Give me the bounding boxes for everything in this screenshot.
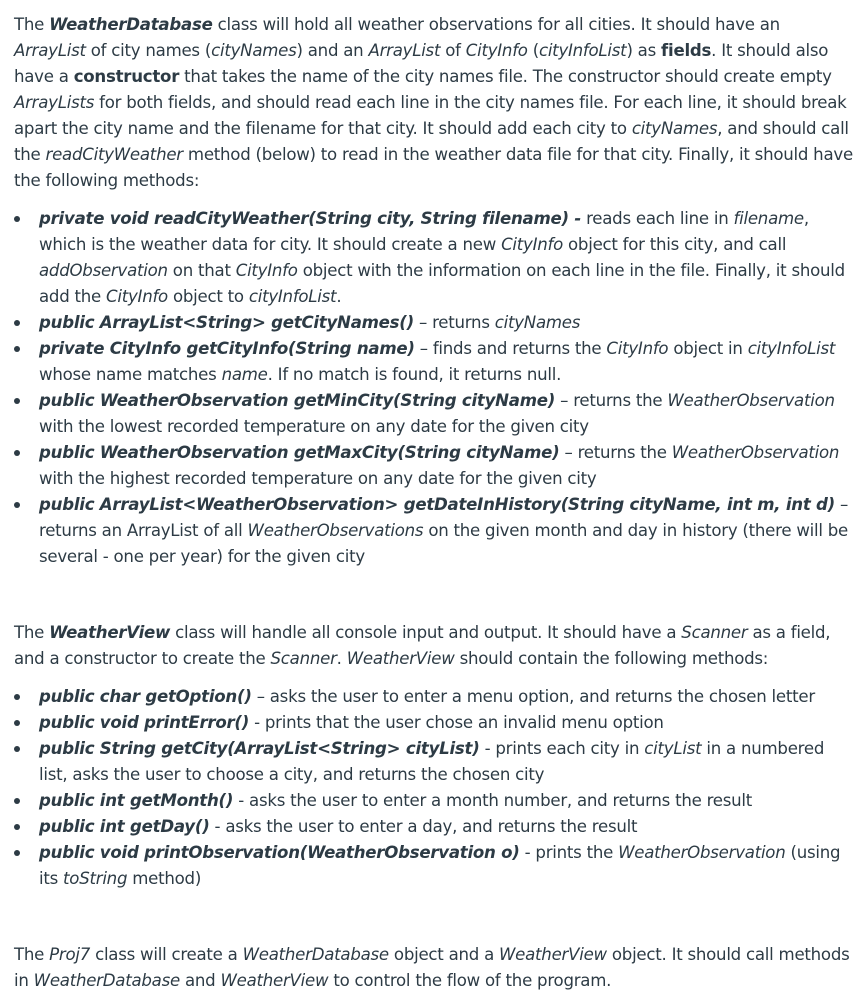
text-run: object with the information on each line in the file. Finally, it should add the — [39, 261, 845, 306]
emphasis-text: CityInfo — [106, 287, 168, 306]
text-run: object and a — [388, 945, 500, 964]
text-run: The — [14, 945, 50, 964]
text-run: - prints that the user chose an invalid menu option — [249, 713, 664, 732]
emphasis-text: cityNames — [211, 41, 297, 60]
text-run: - asks the user to enter a day, and returns the result — [209, 817, 638, 836]
text-run: . — [336, 287, 342, 306]
emphasis-text: Proj7 — [49, 945, 91, 964]
text-run: - prints the — [519, 843, 619, 862]
text-run: method) — [127, 869, 202, 888]
text-run: should contain the following methods: — [454, 649, 769, 668]
method-signature: public int getDay() — [39, 817, 210, 836]
weatherdatabase-method-list — [14, 206, 854, 570]
text-run: object. It should call methods in — [14, 945, 850, 990]
text-run: (using its — [39, 843, 841, 888]
text-run: ( — [527, 41, 539, 60]
text-run: of city names ( — [85, 41, 212, 60]
method-signature: public void printObservation(WeatherObservation o) — [39, 843, 520, 862]
emphasis-text: cityInfoList — [747, 339, 836, 358]
text-run: and — [179, 971, 221, 990]
text-run: object for this city, and call — [563, 235, 787, 254]
text-run: – returns — [413, 313, 495, 332]
method-signature: public char getOption() — [39, 687, 252, 706]
emphasis-text: WeatherObservation — [667, 391, 835, 410]
emphasis-text: addObservation — [39, 261, 168, 280]
method-list-item — [14, 310, 854, 336]
emphasis-text: cityNames — [494, 313, 581, 332]
emphasis-text: cityInfoList — [538, 41, 627, 60]
method-signature: public String getCity(ArrayList<String> cityList) — [39, 739, 480, 758]
text-run: of — [440, 41, 466, 60]
emphasis-text: WeatherObservations — [247, 521, 424, 540]
method-list-item — [14, 710, 854, 736]
method-list-item — [14, 840, 854, 892]
text-run: reads each line in — [581, 209, 734, 228]
text-run: . — [336, 649, 347, 668]
method-signature: public WeatherObservation getMaxCity(String cityName) — [39, 443, 560, 462]
emphasis-text: WeatherDatabase — [242, 945, 389, 964]
text-run: with the lowest recorded temperature on any date for the given city — [39, 417, 589, 436]
text-run: whose name matches — [39, 365, 222, 384]
emphasis-text: WeatherObservation — [618, 843, 786, 862]
text-run: – asks the user to enter a menu option, and returns the chosen letter — [251, 687, 815, 706]
emphasis-text: ArrayList — [368, 41, 441, 60]
method-list-item — [14, 336, 854, 388]
text-run: as a field, and a constructor to create the — [14, 623, 831, 668]
method-signature: public int getMonth() — [39, 791, 234, 810]
emphasis-text: WeatherView — [346, 649, 455, 668]
text-run: . If no match is found, it returns null. — [267, 365, 562, 384]
text-run: for both fields, and should read each line in the city names file. For each line, it should break apart the city name and the filename for that city. It should add each city to — [14, 93, 847, 138]
text-run: method (below) to read in the weather data file for that city. Finally, it should have the following methods: — [14, 145, 853, 190]
text-run: - prints each city in — [479, 739, 645, 758]
emphasis-text: Scanner — [681, 623, 748, 642]
emphasis-text: WeatherView — [499, 945, 607, 964]
method-list-item — [14, 684, 854, 710]
method-signature: private void readCityWeather(String city, String filename) - — [39, 209, 582, 228]
emphasis-text: Scanner — [270, 649, 337, 668]
text-run: . It should also have a — [14, 41, 829, 86]
text-run: – finds and returns the — [414, 339, 607, 358]
method-list-item — [14, 814, 854, 840]
text-run: to control the flow of the program. — [328, 971, 612, 990]
method-signature: public ArrayList<String> getCityNames() — [39, 313, 414, 332]
method-signature: WeatherDatabase — [49, 15, 213, 34]
method-list-item — [14, 736, 854, 788]
emphasis-text: ArrayLists — [14, 93, 95, 112]
text-run: ) as — [626, 41, 662, 60]
weatherdatabase-description — [14, 12, 854, 194]
emphasis-text: CityInfo — [465, 41, 528, 60]
emphasis-text: constructor — [73, 67, 180, 86]
emphasis-text: cityList — [644, 739, 702, 758]
text-run: that takes the name of the city names file. The constructor should create empty — [179, 67, 832, 86]
weatherview-method-list — [14, 684, 854, 892]
text-run: class will handle all console input and output. It should have a — [170, 623, 682, 642]
method-signature: WeatherView — [49, 623, 171, 642]
text-run: on that — [167, 261, 236, 280]
text-run: The — [14, 15, 50, 34]
emphasis-text: name — [221, 365, 268, 384]
emphasis-text: readCityWeather — [45, 145, 183, 164]
text-run: The — [14, 623, 50, 642]
text-run: object in — [668, 339, 748, 358]
emphasis-text: toString — [63, 869, 128, 888]
method-signature: private CityInfo getCityInfo(String name) — [39, 339, 415, 358]
method-list-item — [14, 440, 854, 492]
text-run: , which is the weather data for city. It should create a new — [39, 209, 809, 254]
emphasis-text: filename — [733, 209, 804, 228]
text-run: on the given month and day in history (there will be several - one per year) for the given city — [39, 521, 848, 566]
emphasis-text: cityInfoList — [248, 287, 337, 306]
emphasis-text: CityInfo — [501, 235, 563, 254]
method-list-item — [14, 206, 854, 310]
emphasis-text: cityNames — [631, 119, 718, 138]
text-run: – returns the — [555, 391, 668, 410]
text-run: - asks the user to enter a month number, and returns the result — [233, 791, 753, 810]
text-run: ) and an — [296, 41, 369, 60]
emphasis-text: ArrayList — [14, 41, 86, 60]
text-run: with the highest recorded temperature on any date for the given city — [39, 469, 597, 488]
text-run: class will hold all weather observations for all cities. It should have an — [212, 15, 780, 34]
text-run: object to — [167, 287, 249, 306]
text-run: , and should call the — [14, 119, 849, 164]
text-run: – returns an ArrayList of all — [39, 495, 849, 540]
emphasis-text: WeatherObservation — [671, 443, 840, 462]
emphasis-text: WeatherDatabase — [33, 971, 180, 990]
method-signature: public ArrayList<WeatherObservation> getDateInHistory(String cityName, int m, int d) — [39, 495, 835, 514]
text-run: class will create a — [90, 945, 243, 964]
proj7-description — [14, 942, 854, 994]
method-list-item — [14, 788, 854, 814]
method-signature: public void printError() — [39, 713, 250, 732]
emphasis-text: CityInfo — [235, 261, 298, 280]
text-run: – returns the — [559, 443, 672, 462]
weatherview-description — [14, 620, 854, 672]
emphasis-text: fields — [661, 41, 712, 60]
method-signature: public WeatherObservation getMinCity(String cityName) — [39, 391, 556, 410]
document — [14, 12, 854, 994]
method-list-item — [14, 388, 854, 440]
emphasis-text: CityInfo — [606, 339, 669, 358]
text-run: in a numbered list, asks the user to choose a city, and returns the chosen city — [39, 739, 825, 784]
method-list-item — [14, 492, 854, 570]
emphasis-text: WeatherView — [220, 971, 329, 990]
